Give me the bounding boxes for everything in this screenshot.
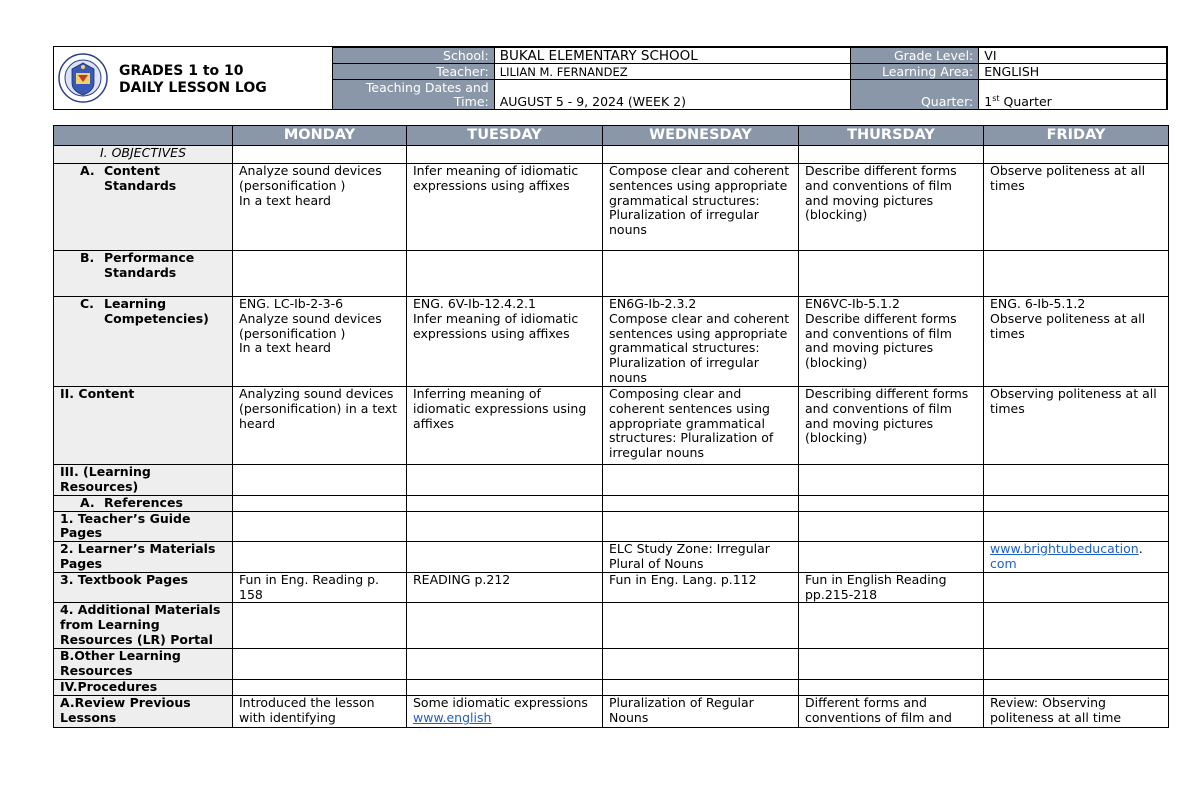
content-standards-thursday: Describe different forms and conventions of film and moving pictures (blocking) [799, 164, 984, 251]
resources-cell [407, 465, 603, 496]
english-link[interactable]: www.english [413, 709, 492, 725]
performance-cell [603, 251, 799, 297]
textbook-thursday: Fun in English Reading pp.215-218 [799, 572, 984, 603]
review-label: A.Review Previous Lessons [54, 695, 233, 727]
references-label [54, 495, 233, 511]
lesson-log-header [53, 46, 1168, 110]
objectives-cell [407, 146, 603, 164]
references-cell [799, 495, 984, 511]
additional-cell [233, 603, 407, 649]
teachers-guide-row [54, 511, 1169, 542]
corner-cell [54, 126, 233, 146]
objectives-label: I. OBJECTIVES [54, 146, 233, 164]
brightub-link[interactable]: www.brightubeducation [990, 541, 1139, 557]
teaching-dates-value: AUGUST 5 - 9, 2024 (WEEK 2) [494, 80, 851, 110]
quarter-value [979, 80, 1167, 110]
textbook-friday [984, 572, 1169, 603]
content-standards-wednesday: Compose clear and coherent sentences using appropriate grammatical structures: Pluralization of irregular nouns [603, 164, 799, 251]
day-tuesday: TUESDAY [407, 126, 603, 146]
performance-standards-row [54, 251, 1169, 297]
references-cell [233, 495, 407, 511]
performance-cell [233, 251, 407, 297]
tg-cell [233, 511, 407, 542]
references-cell [603, 495, 799, 511]
performance-standards-text: Performance Standards [104, 250, 195, 280]
content-monday: Analyzing sound devices (personification) in a text heard [233, 387, 407, 465]
objectives-cell [984, 146, 1169, 164]
deped-seal-icon [58, 53, 108, 103]
learning-area-value: ENGLISH [979, 64, 1167, 80]
learning-resources-row [54, 465, 1169, 496]
other-cell [603, 649, 799, 680]
content-standards-monday: Analyze sound devices (personification ) In a text heard [233, 164, 407, 251]
review-monday: Introduced the lesson with identifying [233, 695, 407, 727]
competencies-tuesday: ENG. 6V-Ib-12.4.2.1 Infer meaning of idiomatic expressions using affixes [407, 297, 603, 387]
other-resources-row [54, 649, 1169, 680]
procedures-cell [603, 679, 799, 695]
review-tuesday [407, 695, 603, 727]
objectives-cell [799, 146, 984, 164]
review-tuesday-text: Some idiomatic expressions [413, 695, 588, 710]
textbook-row [54, 572, 1169, 603]
procedures-cell [799, 679, 984, 695]
content-friday: Observing politeness at all times [984, 387, 1169, 465]
competencies-monday: ENG. LC-Ib-2-3-6 Analyze sound devices (personification ) In a text heard [233, 297, 407, 387]
performance-cell [984, 251, 1169, 297]
content-standards-text: Content Standards [104, 163, 177, 193]
other-resources-label: B.Other Learning Resources [54, 649, 233, 680]
grade-level-value: VI [979, 48, 1167, 64]
additional-materials-row [54, 603, 1169, 649]
content-standards-label [54, 164, 233, 251]
content-standards-tuesday: Infer meaning of idiomatic expressions using affixes [407, 164, 603, 251]
content-label: II. Content [54, 387, 233, 465]
teacher-value: LILIAN M. FERNANDEZ [494, 64, 851, 80]
learners-materials-label: 2. Learner’s Materials Pages [54, 542, 233, 573]
link-dot: . [1138, 541, 1143, 557]
procedures-row [54, 679, 1169, 695]
competencies-wednesday: EN6G-Ib-2.3.2 Compose clear and coherent sentences using appropriate grammatical structures: Pluralization of irregular nouns [603, 297, 799, 387]
other-cell [799, 649, 984, 680]
textbook-tuesday: READING p.212 [407, 572, 603, 603]
day-friday: FRIDAY [984, 126, 1169, 146]
other-cell [407, 649, 603, 680]
performance-standards-letter: B. [80, 250, 95, 265]
references-letter: A. [80, 495, 95, 510]
objectives-cell [233, 146, 407, 164]
content-thursday: Describing different forms and conventions of film and moving pictures (blocking) [799, 387, 984, 465]
competencies-row [54, 297, 1169, 387]
performance-standards-label [54, 251, 233, 297]
logo-box [54, 47, 333, 109]
resources-cell [984, 465, 1169, 496]
content-standards-row [54, 164, 1169, 251]
teacher-label: Teacher: [333, 64, 495, 80]
resources-cell [799, 465, 984, 496]
lm-cell [799, 542, 984, 573]
other-cell [984, 649, 1169, 680]
school-value: BUKAL ELEMENTARY SCHOOL [494, 48, 851, 64]
day-wednesday: WEDNESDAY [603, 126, 799, 146]
resources-cell [233, 465, 407, 496]
lm-cell [233, 542, 407, 573]
quarter-number: 1 [984, 94, 993, 109]
lm-friday [984, 542, 1169, 573]
grade-level-label: Grade Level: [851, 48, 979, 64]
competencies-label [54, 297, 233, 387]
lm-wednesday: ELC Study Zone: Irregular Plural of Nouns [603, 542, 799, 573]
review-thursday: Different forms and conventions of film and [799, 695, 984, 727]
references-cell [984, 495, 1169, 511]
competencies-letter: C. [80, 296, 94, 311]
review-wednesday: Pluralization of Regular Nouns [603, 695, 799, 727]
performance-cell [407, 251, 603, 297]
references-row [54, 495, 1169, 511]
tg-cell [407, 511, 603, 542]
competencies-thursday: EN6VC-Ib-5.1.2 Describe different forms and conventions of film and moving pictures (blocking) [799, 297, 984, 387]
additional-materials-label: 4. Additional Materials from Learning Resources (LR) Portal [54, 603, 233, 649]
tg-cell [603, 511, 799, 542]
quarter-suffix: st [992, 93, 1000, 103]
brightub-link-tld[interactable]: com [990, 555, 1017, 571]
content-standards-friday: Observe politeness at all times [984, 164, 1169, 251]
review-friday: Review: Observing politeness at all time [984, 695, 1169, 727]
references-cell [407, 495, 603, 511]
objectives-cell [603, 146, 799, 164]
tg-cell [984, 511, 1169, 542]
additional-cell [603, 603, 799, 649]
performance-cell [799, 251, 984, 297]
procedures-cell [233, 679, 407, 695]
learning-area-label: Learning Area: [851, 64, 979, 80]
quarter-word: Quarter [1003, 94, 1052, 109]
days-header-row [54, 126, 1169, 146]
references-text: References [104, 495, 183, 510]
additional-cell [984, 603, 1169, 649]
header-info-table [332, 47, 1167, 110]
procedures-cell [407, 679, 603, 695]
competencies-friday: ENG. 6-Ib-5.1.2 Observe politeness at all times [984, 297, 1169, 387]
title-line-2: DAILY LESSON LOG [119, 80, 267, 96]
lesson-plan-table [53, 125, 1169, 728]
lm-cell [407, 542, 603, 573]
resources-cell [603, 465, 799, 496]
learners-materials-row [54, 542, 1169, 573]
day-thursday: THURSDAY [799, 126, 984, 146]
additional-cell [407, 603, 603, 649]
tg-cell [799, 511, 984, 542]
title-line-1: GRADES 1 to 10 [119, 63, 244, 79]
content-tuesday: Inferring meaning of idiomatic expressions using affixes [407, 387, 603, 465]
review-row [54, 695, 1169, 727]
textbook-label: 3. Textbook Pages [54, 572, 233, 603]
quarter-label: Quarter: [851, 80, 979, 110]
content-row [54, 387, 1169, 465]
objectives-row [54, 146, 1169, 164]
textbook-monday: Fun in Eng. Reading p. 158 [233, 572, 407, 603]
document-title [119, 63, 267, 97]
procedures-cell [984, 679, 1169, 695]
teachers-guide-label: 1. Teacher’s Guide Pages [54, 511, 233, 542]
competencies-text: Learning Competencies) [104, 296, 209, 326]
procedures-label: IV.Procedures [54, 679, 233, 695]
additional-cell [799, 603, 984, 649]
day-monday: MONDAY [233, 126, 407, 146]
school-label: School: [333, 48, 495, 64]
content-standards-letter: A. [80, 163, 95, 178]
other-cell [233, 649, 407, 680]
content-wednesday: Composing clear and coherent sentences using appropriate grammatical structures: Pluralization of irregular nouns [603, 387, 799, 465]
textbook-wednesday: Fun in Eng. Lang. p.112 [603, 572, 799, 603]
learning-resources-label: III. (Learning Resources) [54, 465, 233, 496]
teaching-dates-label: Teaching Dates and Time: [333, 80, 495, 110]
